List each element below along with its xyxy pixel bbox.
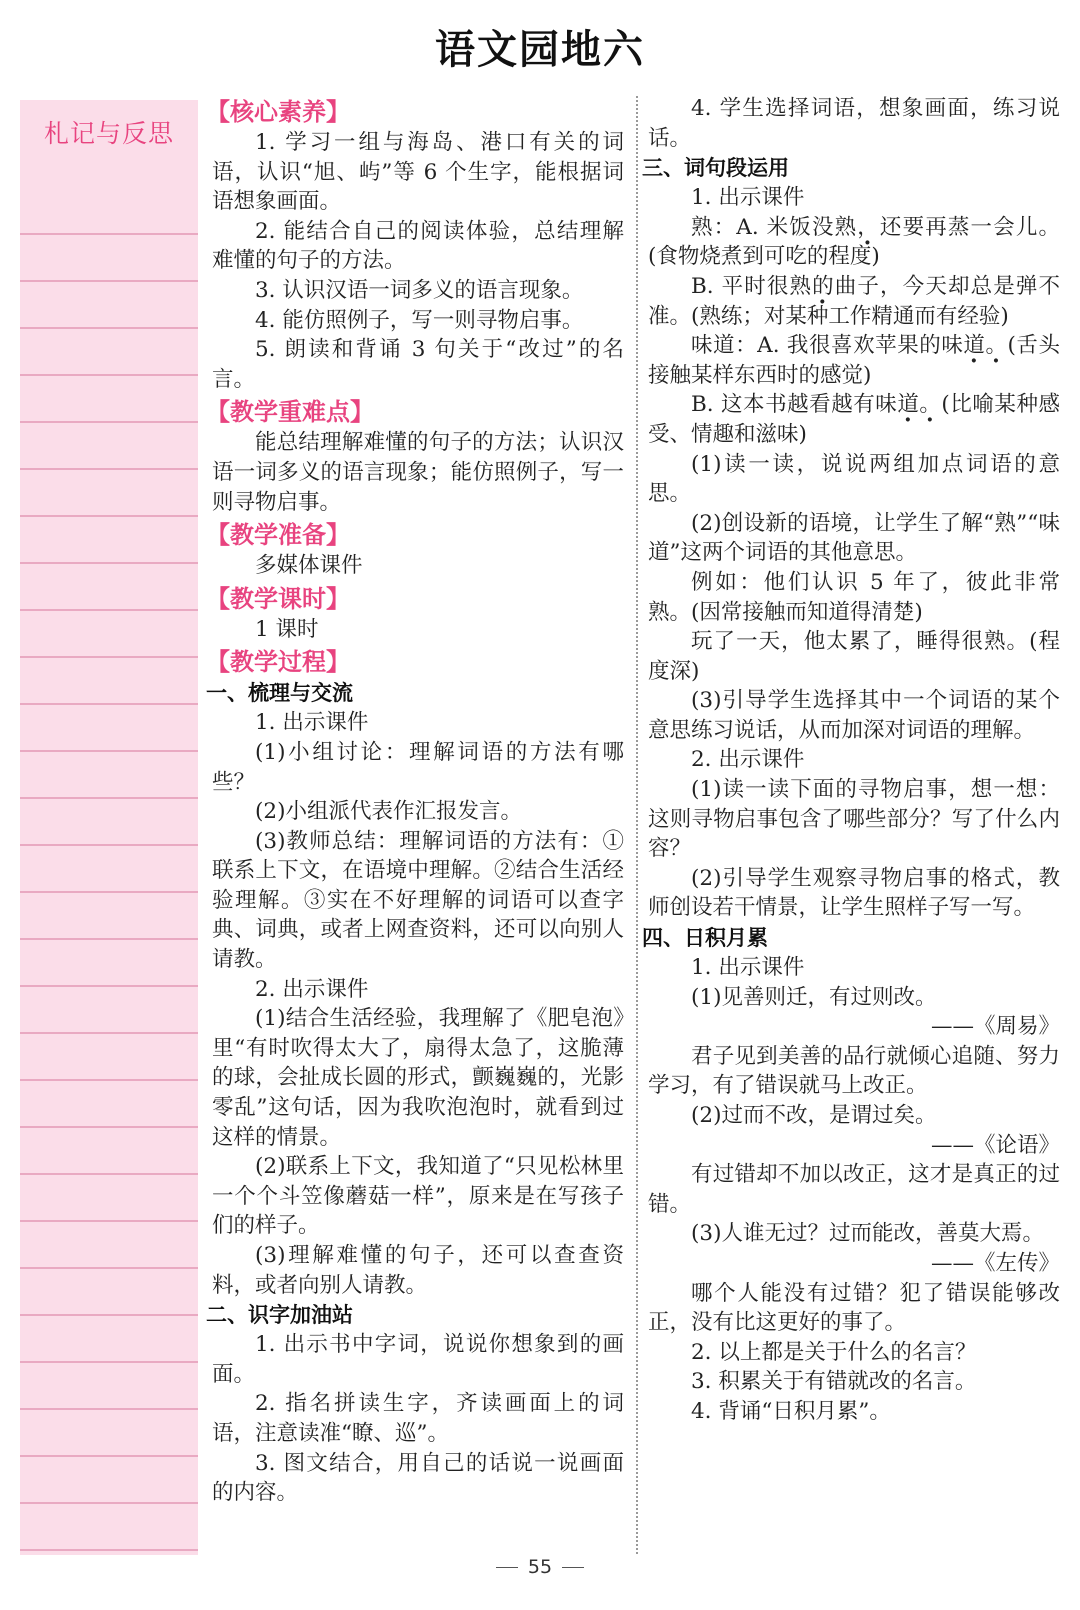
right-column xyxy=(642,94,1060,1427)
paragraph: 例如：他们认识 5 年了，彼此非常熟。(因常接触而知道得清楚) xyxy=(648,569,1060,625)
notes-sidebar xyxy=(20,100,198,1555)
quote-explanation: 哪个人能没有过错？犯了错误能够改正，没有比这更好的事了。 xyxy=(648,1280,1060,1336)
page-number-text: 55 xyxy=(527,1556,553,1578)
subsection-title: 四、日积月累 xyxy=(642,926,768,951)
emphasis-dot-word: 味 xyxy=(875,392,898,418)
emphasis-dot-word: 道 xyxy=(963,333,986,359)
emphasis-dot-word: 熟 xyxy=(789,273,813,299)
paragraph: 4. 学生选择词语，想象画面，练习说话。 xyxy=(648,96,1060,151)
sidebar-title: 札记与反思 xyxy=(43,119,174,148)
page-title: 语文园地六 xyxy=(435,27,645,73)
paragraph: (1)读一读，说说两组加点词语的意思。 xyxy=(648,451,1060,507)
example-weidao-b: B. 这本书越看越有味道。(比喻某种感受、情趣和滋味) xyxy=(648,392,1060,447)
section-heading-process: 【教学过程】 xyxy=(206,648,350,677)
emphasis-dot-word: 味 xyxy=(941,333,964,359)
quote-source: ——《周易》 xyxy=(930,1014,1060,1040)
paragraph: 1. 出示课件 xyxy=(691,955,805,981)
paragraph: 2. 出示课件 xyxy=(255,976,369,1002)
example-shu-a: 熟：A. 米饭没熟，还要再蒸一会儿。(食物烧煮到可吃的程度) xyxy=(648,214,1060,270)
quote-explanation: 有过错却不加以改正，这才是真正的过错。 xyxy=(648,1162,1060,1217)
prep-text: 多媒体课件 xyxy=(255,553,363,579)
emphasis-dot-word: 熟 xyxy=(834,214,858,240)
paragraph: (2)小组派代表作汇报发言。 xyxy=(255,799,522,825)
paragraph: 2. 指名拼读生字，齐读画面上的词语，注意读准“瞭、巡”。 xyxy=(212,1391,624,1446)
paragraph: 1. 出示课件 xyxy=(691,185,805,211)
quote-source: ——《左传》 xyxy=(930,1250,1060,1276)
paragraph: (3)教师总结：理解词语的方法有：① 联系上下文，在语境中理解。②结合生活经验理解。③实在不好理解的词语可以查字典、词典，或者上网查资料，还可以向别人请教。 xyxy=(212,828,624,973)
core-item: 3. 认识汉语一词多义的语言现象。 xyxy=(255,277,584,303)
paragraph: (3)引导学生选择其中一个词语的某个意思练习说话，从而加深对词语的理解。 xyxy=(648,688,1060,743)
quote: (2)过而不改，是谓过矣。 xyxy=(691,1103,937,1128)
quote-explanation: 君子见到美善的品行就倾心追随、努力学习，有了错误就马上改正。 xyxy=(648,1043,1060,1099)
section-heading-prep: 【教学准备】 xyxy=(206,521,350,550)
paragraph: (1)读一读下面的寻物启事，想一想：这则寻物启事包含了哪些部分？写了什么内容？ xyxy=(648,777,1060,862)
paragraph: 3. 图文结合，用自己的话说一说画面的内容。 xyxy=(212,1450,624,1506)
subsection-title: 三、词句段运用 xyxy=(642,156,789,181)
paragraph: (2)联系上下文，我知道了“只见松林里一个个斗笠像蘑菇一样”，原来是在写孩子们的样子。 xyxy=(212,1154,624,1239)
paragraph: 玩了一天，他太累了，睡得很熟。(程度深) xyxy=(648,629,1060,684)
dash-left xyxy=(496,1567,518,1568)
core-item: 1. 学习一组与海岛、港口有关的词语，认识“旭、屿”等 6 个生字，能根据词语想象画面。 xyxy=(212,130,624,215)
subsection-title: 二、识字加油站 xyxy=(206,1303,353,1328)
section-heading-hours: 【教学课时】 xyxy=(206,584,350,613)
paragraph: (2)引导学生观察寻物启事的格式，教师创设若干情景，让学生照样子写一写。 xyxy=(648,865,1060,921)
paragraph: (3)理解难懂的句子，还可以查查资料，或者向别人请教。 xyxy=(212,1243,624,1298)
paragraph: (1)小组讨论：理解词语的方法有哪些？ xyxy=(212,739,624,795)
emphasis-dot-word: 道 xyxy=(897,392,920,418)
paragraph: 4. 背诵“日积月累”。 xyxy=(691,1398,891,1424)
left-column xyxy=(206,94,624,1508)
column-divider xyxy=(636,96,638,1554)
page-number xyxy=(0,1556,1080,1578)
hours-text: 1 课时 xyxy=(255,616,319,642)
core-item: 4. 能仿照例子，写一则寻物启事。 xyxy=(255,307,584,333)
note-lines xyxy=(20,188,198,1555)
quote-source: ——《论语》 xyxy=(930,1132,1060,1158)
paragraph: (2)创设新的语境，让学生了解“熟”“味道”这两个词语的其他意思。 xyxy=(648,510,1060,566)
paragraph: 3. 积累关于有错就改的名言。 xyxy=(691,1369,977,1395)
section-heading-core: 【核心素养】 xyxy=(206,98,350,126)
quote: (1)见善则迁，有过则改。 xyxy=(691,984,937,1010)
subsection-title: 一、梳理与交流 xyxy=(206,681,353,706)
section-heading-key: 【教学重难点】 xyxy=(206,398,374,427)
quote: (3)人谁无过？过而能改，善莫大焉。 xyxy=(691,1221,1044,1247)
example-weidao-a: 味道：A. 我很喜欢苹果的味道。(舌头接触某样东西时的感觉) xyxy=(648,333,1060,388)
paragraph: 1. 出示课件 xyxy=(255,710,369,736)
paragraph: 1. 出示书中字词，说说你想象到的画面。 xyxy=(212,1332,624,1387)
example-shu-b: B. 平时很熟的曲子，今天却总是弹不准。(熟练；对某种工作精通而有经验) xyxy=(648,273,1060,329)
paragraph: (1)结合生活经验，我理解了《肥皂泡》里“有时吹得太大了，扇得太急了，这脆薄的球，会扯成长圆的形式，颤巍巍的，光影零乱”这句话，因为我吹泡泡时，就看到过这样的情景。 xyxy=(212,1006,624,1150)
core-item: 5. 朗读和背诵 3 句关于“改过”的名言。 xyxy=(212,337,624,392)
paragraph: 2. 以上都是关于什么的名言？ xyxy=(691,1339,977,1365)
paragraph: 2. 出示课件 xyxy=(691,747,805,773)
core-item: 2. 能结合自己的阅读体验，总结理解难懂的句子的方法。 xyxy=(212,218,624,274)
dash-right xyxy=(562,1567,584,1568)
key-text: 能总结理解难懂的句子的方法；认识汉语一词多义的语言现象；能仿照例子，写一则寻物启事。 xyxy=(212,430,624,515)
